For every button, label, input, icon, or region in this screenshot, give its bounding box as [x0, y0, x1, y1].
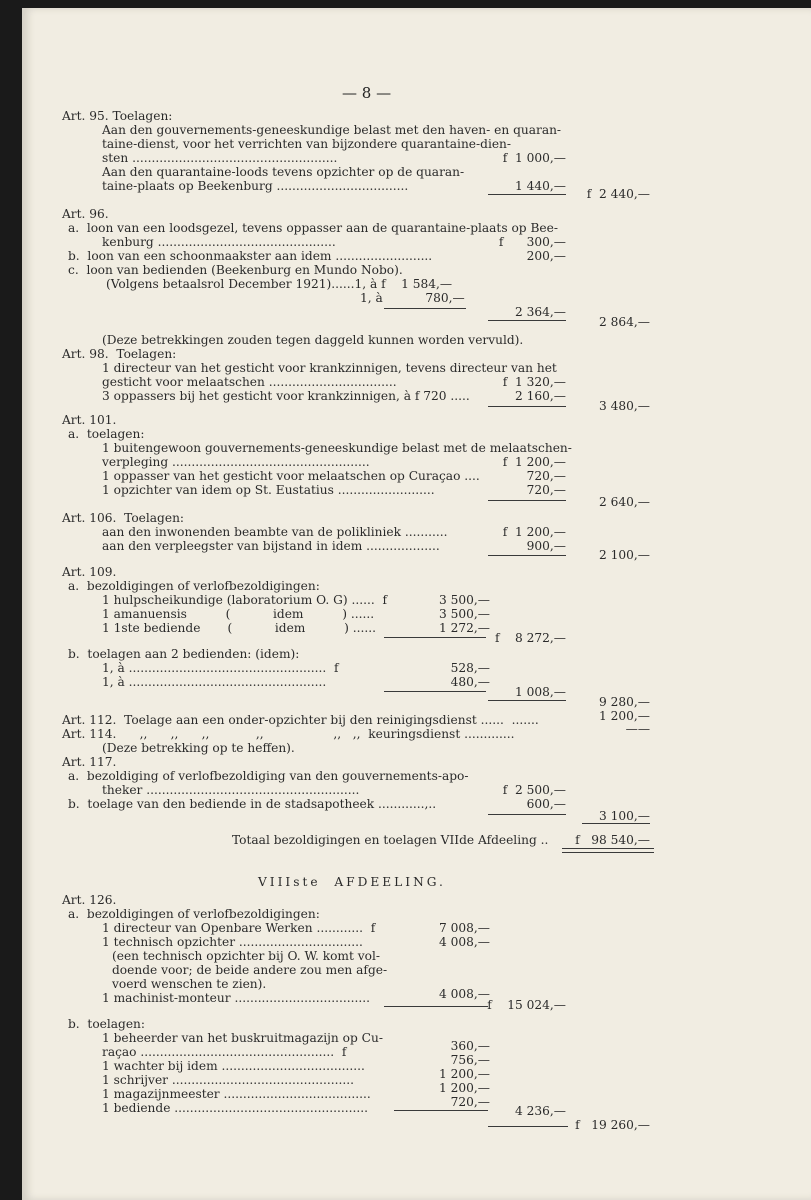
sum-rule: [384, 308, 466, 309]
art-126-line: doende voor; de beide andere zou men afge-: [112, 963, 388, 977]
art-101-sub: a. toelagen:: [68, 427, 145, 441]
art-112-line: Art. 112. Toelage aan een onder-opzichter bij den reinigingsdienst ...... .......: [62, 713, 539, 727]
art-96-heading: Art. 96.: [62, 207, 109, 221]
sum-rule: [488, 700, 566, 701]
art-96-item: (Volgens betaalsrol December 1921)......1, à f 1 584,—: [106, 277, 453, 291]
art-126-line: 1 wachter bij idem .....................................: [102, 1059, 365, 1073]
art-106-line: aan den verpleegster van bijstand in idem ...................: [102, 539, 440, 553]
art-126-value: 1 200,—: [439, 1081, 490, 1095]
art-114-note: (Deze betrekking op te heffen).: [102, 741, 295, 755]
sum-rule: [488, 406, 566, 407]
document-page: [22, 8, 811, 1200]
art-126-heading: Art. 126.: [62, 893, 117, 907]
art-114-amount: ——: [625, 722, 650, 736]
art-109-sub: a. bezoldigingen of verlofbezoldigingen:: [68, 579, 320, 593]
art-95-line: taine-dienst, voor het verrichten van bijzondere quarantaine-dien-: [102, 137, 512, 151]
art-126-line: 1 magazijnmeester ......................................: [102, 1087, 371, 1101]
art-95-amount: 1 440,—: [515, 179, 566, 193]
art-98-total: 3 480,—: [599, 399, 650, 413]
art-126-line: 1 beheerder van het buskruitmagazijn op Cu-: [102, 1031, 383, 1045]
art-126-value: 7 008,—: [439, 921, 490, 935]
sum-rule: [488, 555, 566, 556]
art-109-total: 9 280,—: [599, 695, 650, 709]
art-126-sub: a. bezoldigingen of verlofbezoldigingen:: [68, 907, 320, 921]
art-126-value: 360,—: [450, 1039, 490, 1053]
art-126-sub: b. toelagen:: [68, 1017, 146, 1031]
sum-rule: [488, 320, 566, 321]
art-95-heading: Art. 95. Toelagen:: [62, 109, 173, 123]
sum-rule: [488, 814, 566, 815]
art-109-value: 3 500,—: [439, 593, 490, 607]
art-109-sub: b. toelagen aan 2 bedienden: (idem):: [68, 647, 300, 661]
art-96-item: 1, à 780,—: [360, 291, 465, 305]
art-109-value: 1 272,—: [439, 621, 490, 635]
art-96-amount: 200,—: [526, 249, 566, 263]
art-101-line: 1 buitengewoon gouvernements-geneeskundige belast met de melaatschen-: [102, 441, 572, 455]
art-126-amount: f 15 024,—: [487, 998, 566, 1012]
art-126-line: 1 machinist-monteur ...................................: [102, 991, 371, 1005]
section-heading: VIIIste AFDEELING.: [258, 875, 446, 889]
double-rule: [562, 848, 654, 853]
art-95-line: Aan den quarantaine-loods tevens opzichter op de quaran-: [102, 165, 465, 179]
art-96-item: kenburg ..............................................: [102, 235, 336, 249]
art-117-item: a. bezoldiging of verlofbezoldiging van den gouvernements-apo-: [68, 769, 469, 783]
art-126-line: 1 directeur van Openbare Werken ............ f: [102, 921, 376, 935]
art-109-line: 1, à ................................................... f: [102, 661, 339, 675]
art-98-heading: Art. 98. Toelagen:: [62, 347, 177, 361]
art-109-line: 1 1ste bediende ( idem ) ......: [102, 621, 376, 635]
art-98-line: 3 oppassers bij het gesticht voor krankzinnigen, à f 720 .....: [102, 389, 470, 403]
art-126-line: 1 technisch opzichter ................................: [102, 935, 363, 949]
art-117-amount: 600,—: [526, 797, 566, 811]
art-98-amount: f 1 320,—: [502, 375, 566, 389]
art-101-line: 1 oppasser van het gesticht voor melaatschen op Curaçao ....: [102, 469, 480, 483]
sum-rule: [488, 1126, 568, 1127]
art-106-total: 2 100,—: [599, 548, 650, 562]
art-106-amount: f 1 200,—: [502, 525, 566, 539]
art-95-line: Aan den gouvernements-geneeskundige belast met den haven- en quaran-: [102, 123, 562, 137]
art-96-item: b. loon van een schoonmaakster aan idem .........................: [68, 249, 433, 263]
art-117-item: b. toelage van den bediende in de stadsapotheek ............,..: [68, 797, 437, 811]
art-117-item: theker .......................................................: [102, 783, 360, 797]
art-98-line: gesticht voor melaatschen .................................: [102, 375, 397, 389]
art-106-amount: 900,—: [526, 539, 566, 553]
art-101-amount: 720,—: [526, 469, 566, 483]
art-106-heading: Art. 106. Toelagen:: [62, 511, 185, 525]
art-101-amount: 720,—: [526, 483, 566, 497]
sum-rule: [488, 194, 566, 195]
art-109-value: 480,—: [450, 675, 490, 689]
art-96-amount: 2 364,—: [515, 305, 566, 319]
art-96-note: (Deze betrekkingen zouden tegen daggeld kunnen worden vervuld).: [102, 333, 524, 347]
art-101-line: 1 opzichter van idem op St. Eustatius .........................: [102, 483, 435, 497]
art-95-total: f 2 440,—: [586, 187, 650, 201]
art-98-amount: 2 160,—: [515, 389, 566, 403]
art-101-heading: Art. 101.: [62, 413, 117, 427]
art-109-heading: Art. 109.: [62, 565, 117, 579]
art-126-value: 1 200,—: [439, 1067, 490, 1081]
sum-rule: [488, 500, 566, 501]
art-109-line: 1 amanuensis ( idem ) ......: [102, 607, 375, 621]
art-109-line: 1, à ...................................................: [102, 675, 327, 689]
art-101-total: 2 640,—: [599, 495, 650, 509]
art-117-amount: f 2 500,—: [502, 783, 566, 797]
art-101-line: verpleging ...................................................: [102, 455, 370, 469]
art-96-total: 2 864,—: [599, 315, 650, 329]
art-95-line: taine-plaats op Beekenburg ..................................: [102, 179, 409, 193]
art-126-value: 4 008,—: [439, 987, 490, 1001]
art-109-line: 1 hulpscheikundige (laboratorium O. G) ...... f: [102, 593, 388, 607]
art-106-line: aan den inwonenden beambte van de polikliniek ...........: [102, 525, 448, 539]
art-98-line: 1 directeur van het gesticht voor krankzinnigen, tevens directeur van het: [102, 361, 557, 375]
art-126-value: 756,—: [450, 1053, 490, 1067]
art-126-amount: 4 236,—: [515, 1104, 566, 1118]
art-126-total: f 19 260,—: [575, 1118, 650, 1132]
art-126-line: raçao .................................................. f: [102, 1045, 347, 1059]
page-number: — 8 —: [342, 84, 392, 102]
art-96-item: c. loon van bedienden (Beekenburg en Mundo Nobo).: [68, 263, 403, 277]
art-114-line: Art. 114. ,, ,, ,, ,, ,, ,, keuringsdienst .............: [62, 727, 515, 741]
art-126-line: 1 schrijver ...............................................: [102, 1073, 354, 1087]
art-96-item: a. loon van een loodsgezel, tevens oppasser aan de quarantaine-plaats op Bee-: [68, 221, 558, 235]
art-117-total: 3 100,—: [599, 809, 650, 823]
art-101-amount: f 1 200,—: [502, 455, 566, 469]
art-126-line: (een technisch opzichter bij O. W. komt vol-: [112, 949, 380, 963]
art-109-value: 3 500,—: [439, 607, 490, 621]
art-95-line: sten .....................................................: [102, 151, 338, 165]
total-label: Totaal bezoldigingen en toelagen VIIde Afdeeling ..: [232, 833, 549, 847]
total-amount: f 98 540,—: [575, 833, 650, 847]
art-112-amount: 1 200,—: [599, 709, 650, 723]
art-95-amount: f 1 000,—: [502, 151, 566, 165]
art-109-amount: 1 008,—: [515, 685, 566, 699]
art-117-heading: Art. 117.: [62, 755, 117, 769]
art-126-value: 4 008,—: [439, 935, 490, 949]
art-126-line: voerd wenschen te zien).: [112, 977, 267, 991]
art-109-value: 528,—: [450, 661, 490, 675]
art-126-line: 1 bediende ..................................................: [102, 1101, 368, 1115]
sum-rule: [582, 823, 650, 824]
art-109-amount: f 8 272,—: [495, 631, 566, 645]
art-96-amount: f 300,—: [498, 235, 566, 249]
art-126-value: 720,—: [450, 1095, 490, 1109]
